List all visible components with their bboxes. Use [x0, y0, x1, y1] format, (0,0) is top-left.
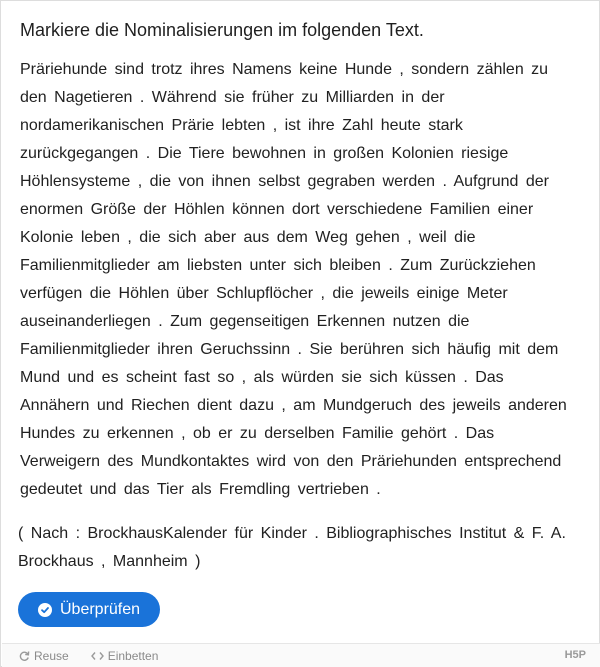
text-line[interactable]: Präriehunde sind trotz ihres Namens keine Hunde , sondern zählen zu: [20, 61, 549, 78]
text-line[interactable]: nordamerikanischen Prärie lebten , ist ihre Zahl heute stark: [20, 117, 463, 134]
check-button[interactable]: [18, 592, 160, 627]
text-line[interactable]: auseinanderliegen . Zum gegenseitigen Erkennen nutzen die: [20, 313, 470, 330]
text-line[interactable]: Höhlensysteme , die von ihnen selbst gegraben werden . Aufgrund der: [20, 173, 549, 190]
text-line[interactable]: Hundes zu erkennen , ob er zu derselben Familie gehört . Das: [20, 425, 495, 442]
text-line[interactable]: Familienmitglieder am liebsten unter sich bleiben . Zum Zurückziehen: [20, 257, 536, 274]
reuse-icon: [18, 650, 30, 662]
reuse-label: Reuse: [34, 648, 69, 663]
check-circle-icon: [38, 603, 52, 617]
source-citation: [18, 520, 578, 576]
reuse-button[interactable]: [18, 649, 69, 663]
text-line[interactable]: den Nagetieren . Während sie früher zu Milliarden in der: [20, 89, 445, 106]
text-line[interactable]: Verweigern des Mundkontaktes wird von den Präriehunden entsprechend: [20, 453, 562, 470]
text-line[interactable]: verfügen die Höhlen über Schlupflöcher , die jeweils einige Meter: [20, 285, 508, 302]
code-icon: [91, 651, 104, 661]
h5p-logo: H5P: [564, 649, 586, 661]
embed-button[interactable]: [91, 649, 159, 663]
text-line[interactable]: enormen Größe der Höhlen können dort verschiedene Familien einer: [20, 201, 534, 218]
text-line[interactable]: zurückgegangen . Die Tiere bewohnen in großen Kolonien riesige: [20, 145, 509, 162]
text-line[interactable]: Annähern und Riechen dient dazu , am Mundgeruch des jeweils anderen: [20, 397, 567, 414]
text-line[interactable]: gedeutet und das Tier als Fremdling vertrieben .: [20, 481, 381, 498]
text-line[interactable]: Familienmitglieder ihren Geruchssinn . Sie berühren sich häufig mit dem: [20, 341, 559, 358]
task-instruction: Markiere die Nominalisierungen im folgenden Text.: [20, 20, 424, 40]
embed-label: Einbetten: [107, 648, 159, 663]
source-line[interactable]: Brockhaus , Mannheim ): [18, 553, 201, 570]
footer-bar: [2, 643, 600, 667]
source-line[interactable]: ( Nach : BrockhausKalender für Kinder . Bibliographisches Institut & F. A.: [18, 525, 566, 542]
text-line[interactable]: Kolonie leben , die sich aber aus dem Weg gehen , weil die: [20, 229, 476, 246]
mark-words-text: [20, 56, 577, 504]
text-line[interactable]: Mund und es scheint fast so , als würden sie sich küssen . Das: [20, 369, 504, 386]
check-button-label: Überprüfen: [60, 600, 141, 618]
